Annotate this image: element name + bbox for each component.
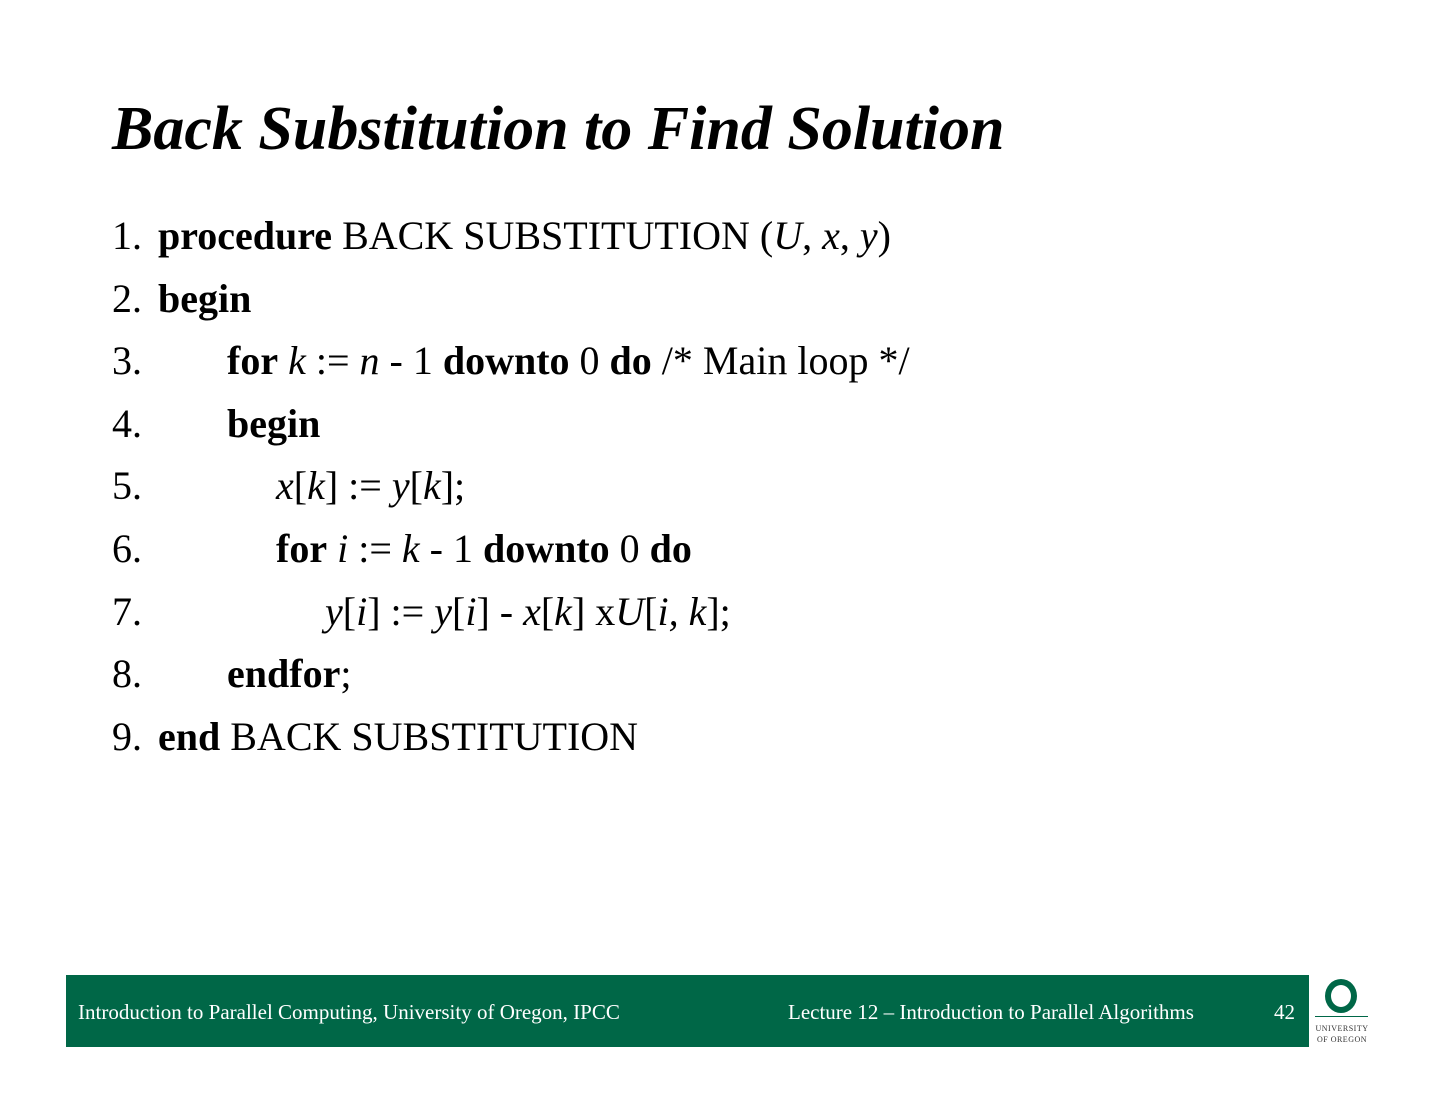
code-text: - 1 [419, 525, 483, 571]
variable: y [325, 588, 343, 634]
code-text: BACK SUBSTITUTION [220, 713, 639, 759]
code-text: , [839, 213, 860, 258]
code-text: ] x [571, 588, 616, 634]
variable: y [434, 588, 452, 634]
oregon-o-icon [1325, 979, 1357, 1013]
code-text [278, 338, 288, 383]
line-number: 8. [112, 651, 142, 697]
logo-divider [1315, 1016, 1368, 1017]
keyword: end [158, 713, 221, 759]
line-text [325, 581, 731, 644]
code-text: := [305, 338, 360, 384]
line-text [227, 330, 910, 393]
code-text: ]; [706, 588, 731, 634]
variable: k [554, 588, 572, 634]
code-text: [ [451, 588, 466, 634]
variable: k [401, 525, 420, 571]
line-number: 1. [112, 213, 142, 258]
code-text: - 1 [379, 338, 443, 384]
keyword: downto [482, 525, 610, 571]
keyword: do [649, 525, 692, 571]
code-text: , [802, 213, 823, 258]
line-number: 2. [112, 275, 142, 321]
code-text: [ [540, 588, 555, 634]
keyword: begin [158, 275, 252, 321]
variable: U [615, 588, 645, 634]
line-number: 5. [112, 463, 142, 509]
code-text: [ [342, 588, 357, 634]
variable: i [337, 525, 349, 571]
code-text: 0 [569, 338, 610, 384]
keyword: procedure [158, 213, 333, 258]
logo-line-2: OF OREGON [1316, 1035, 1368, 1044]
variable: x [523, 588, 541, 634]
line-number: 3. [112, 338, 142, 384]
variable: k [288, 338, 306, 384]
keyword: do [609, 338, 652, 384]
line-text [276, 455, 465, 518]
code-text: [ [644, 588, 658, 634]
code-text: BACK SUBSTITUTION ( [332, 213, 774, 258]
slide-title: Back Substitution to Find Solution [112, 95, 1005, 163]
line-text [227, 393, 320, 456]
variable: k [307, 463, 325, 509]
variable: i, k [657, 588, 707, 634]
line-text [158, 268, 251, 331]
line-text [227, 643, 351, 706]
code-text: := [348, 525, 402, 571]
variable: x [276, 463, 294, 509]
code-text: ] := [324, 463, 392, 509]
footer-lecture: Lecture 12 – Introduction to Parallel Algorithms [788, 1000, 1194, 1024]
variable: U [773, 213, 803, 258]
keyword: downto [442, 338, 570, 384]
line-text [158, 706, 638, 769]
keyword: begin [227, 400, 321, 446]
variable: i [465, 588, 477, 634]
code-text: 0 [609, 525, 650, 571]
logo-wordmark [1313, 1023, 1371, 1045]
keyword: endfor [227, 651, 341, 697]
variable: n [359, 338, 380, 384]
code-text: ] := [367, 588, 435, 634]
code-text: /* Main loop */ [651, 338, 910, 384]
variable: x [822, 213, 840, 258]
line-text [158, 205, 891, 268]
keyword: for [276, 525, 328, 571]
keyword: for [227, 338, 279, 384]
variable: i [356, 588, 368, 634]
variable: y [391, 463, 410, 509]
footer-bar [66, 975, 1309, 1047]
line-number: 6. [112, 525, 142, 571]
line-number: 9. [112, 713, 142, 759]
logo-line-1: UNIVERSITY [1315, 1024, 1369, 1033]
variable: y [859, 213, 878, 258]
code-text: ] - [476, 588, 524, 634]
variable: k [422, 463, 441, 509]
footer-course: Introduction to Parallel Computing, University of Oregon, IPCC [78, 1000, 620, 1024]
code-text: [ [293, 463, 308, 509]
code-text: ) [877, 213, 891, 258]
code-text [327, 526, 337, 571]
university-of-oregon-logo [1313, 978, 1371, 1048]
line-number: 4. [112, 400, 142, 446]
page-number: 42 [1274, 1000, 1295, 1024]
code-text: [ [409, 463, 423, 509]
line-text [276, 518, 692, 581]
code-text: ]; [440, 463, 466, 509]
code-text: ; [340, 651, 352, 697]
line-number: 7. [112, 588, 142, 634]
